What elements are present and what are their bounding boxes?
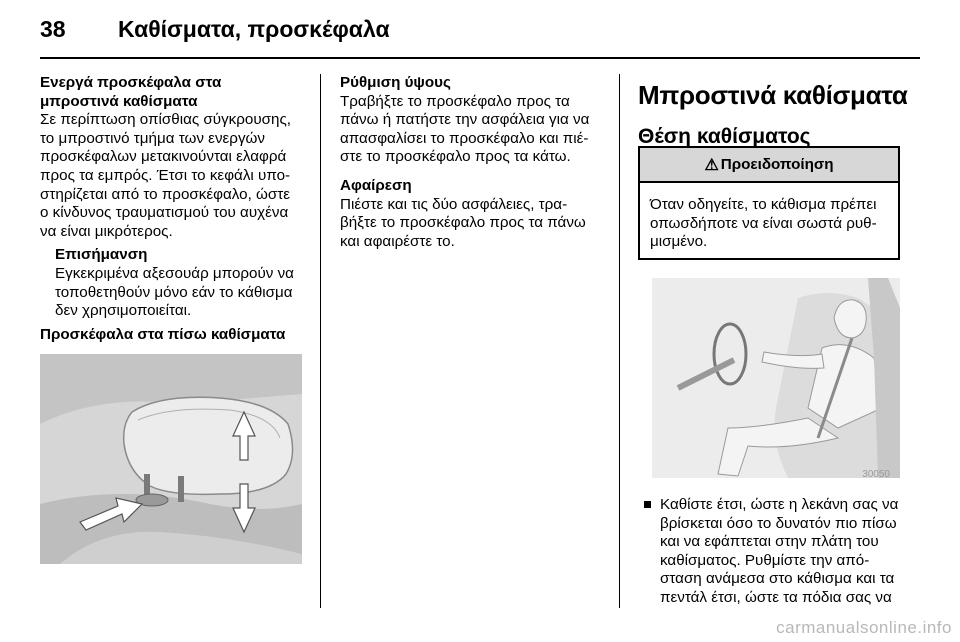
page-number: 38 [40, 16, 66, 42]
warning-title: Προειδοποίηση [720, 156, 834, 173]
heading-rear-headrests: Προσκέφαλα στα πίσω καθίσματα [40, 325, 286, 343]
heading-height-adjust: Ρύθμιση ύψους [340, 74, 451, 91]
headrest-illustration [40, 354, 302, 564]
note-text: Εγκεκριμένα αξεσουάρ μπορούν να τοποθετηθούν μόνο εάν το κάθισμα δεν χρησιμοποιείται. [55, 264, 294, 320]
paragraph-height-adjust: Τραβήξτε το προσκέφαλο προς τα πάνω ή πατήστε την ασφάλεια για να απασφαλίσει το προσκέφαλο και πιέ-στε το προσκέφαλο προς τα κάτω. [340, 92, 590, 166]
column-middle [340, 74, 602, 251]
heading-removal: Αφαίρεση [340, 176, 412, 194]
bullet-square-icon [644, 501, 651, 508]
warning-box [638, 146, 900, 260]
column-right [638, 80, 910, 150]
paragraph-active-headrests: Σε περίπτωση οπίσθιας σύγκρουσης, το μπροστινό τμήμα των ενεργών προσκέφαλων μετακινούνται ελαφρά προς τα εμπρός. Έτσι το κεφάλι υπο-στηρίζεται από το προσκέφαλο, ώστε ο κίνδυνος τραυματισμού του αυχένα να είναι μικρότερος. [40, 111, 292, 240]
page-title: Καθίσματα, προσκέφαλα [118, 16, 390, 42]
heading-active-headrests: Ενεργά προσκέφαλα στα μπροστινά καθίσματα [40, 74, 222, 110]
column-divider-2 [619, 74, 620, 608]
driver-drawing [638, 278, 900, 488]
driver-seat-illustration [638, 278, 900, 488]
headrest-drawing [40, 354, 302, 564]
section-subtitle-seat-position: Θέση καθίσματος [638, 125, 811, 148]
header-rule [40, 57, 920, 59]
warning-header [640, 148, 898, 183]
watermark: carmanualsonline.info [776, 618, 952, 637]
column-divider-1 [320, 74, 321, 608]
figure-label: 30050 [862, 469, 890, 480]
warning-triangle-icon: ⚠ [704, 156, 719, 174]
section-title-front-seats: Μπροστινά καθίσματα [638, 80, 908, 110]
paragraph-removal: Πιέστε και τις δύο ασφάλειες, τρα-βήξτε το προσκέφαλο προς τα πάνω και αφαιρέστε το. [340, 195, 586, 250]
column-left [40, 74, 302, 344]
note-block [40, 246, 302, 320]
bullet-text: Καθίστε έτσι, ώστε η λεκάνη σας να βρίσκεται όσο το δυνατόν πιο πίσω και να εφάπτεται στην πλάτη του καθίσματος. Ρυθμίστε την από-σταση ανάμεσα στο κάθισμα και τα πεντάλ έτσι, ώστε τα πόδια σας να [660, 496, 899, 606]
page-header [40, 8, 920, 48]
warning-text: Όταν οδηγείτε, το κάθισμα πρέπει οπωσδήποτε να είναι σωστά ρυθ-μισμένο. [650, 196, 877, 251]
bullet-item [638, 496, 910, 608]
note-title: Επισήμανση [55, 246, 148, 264]
